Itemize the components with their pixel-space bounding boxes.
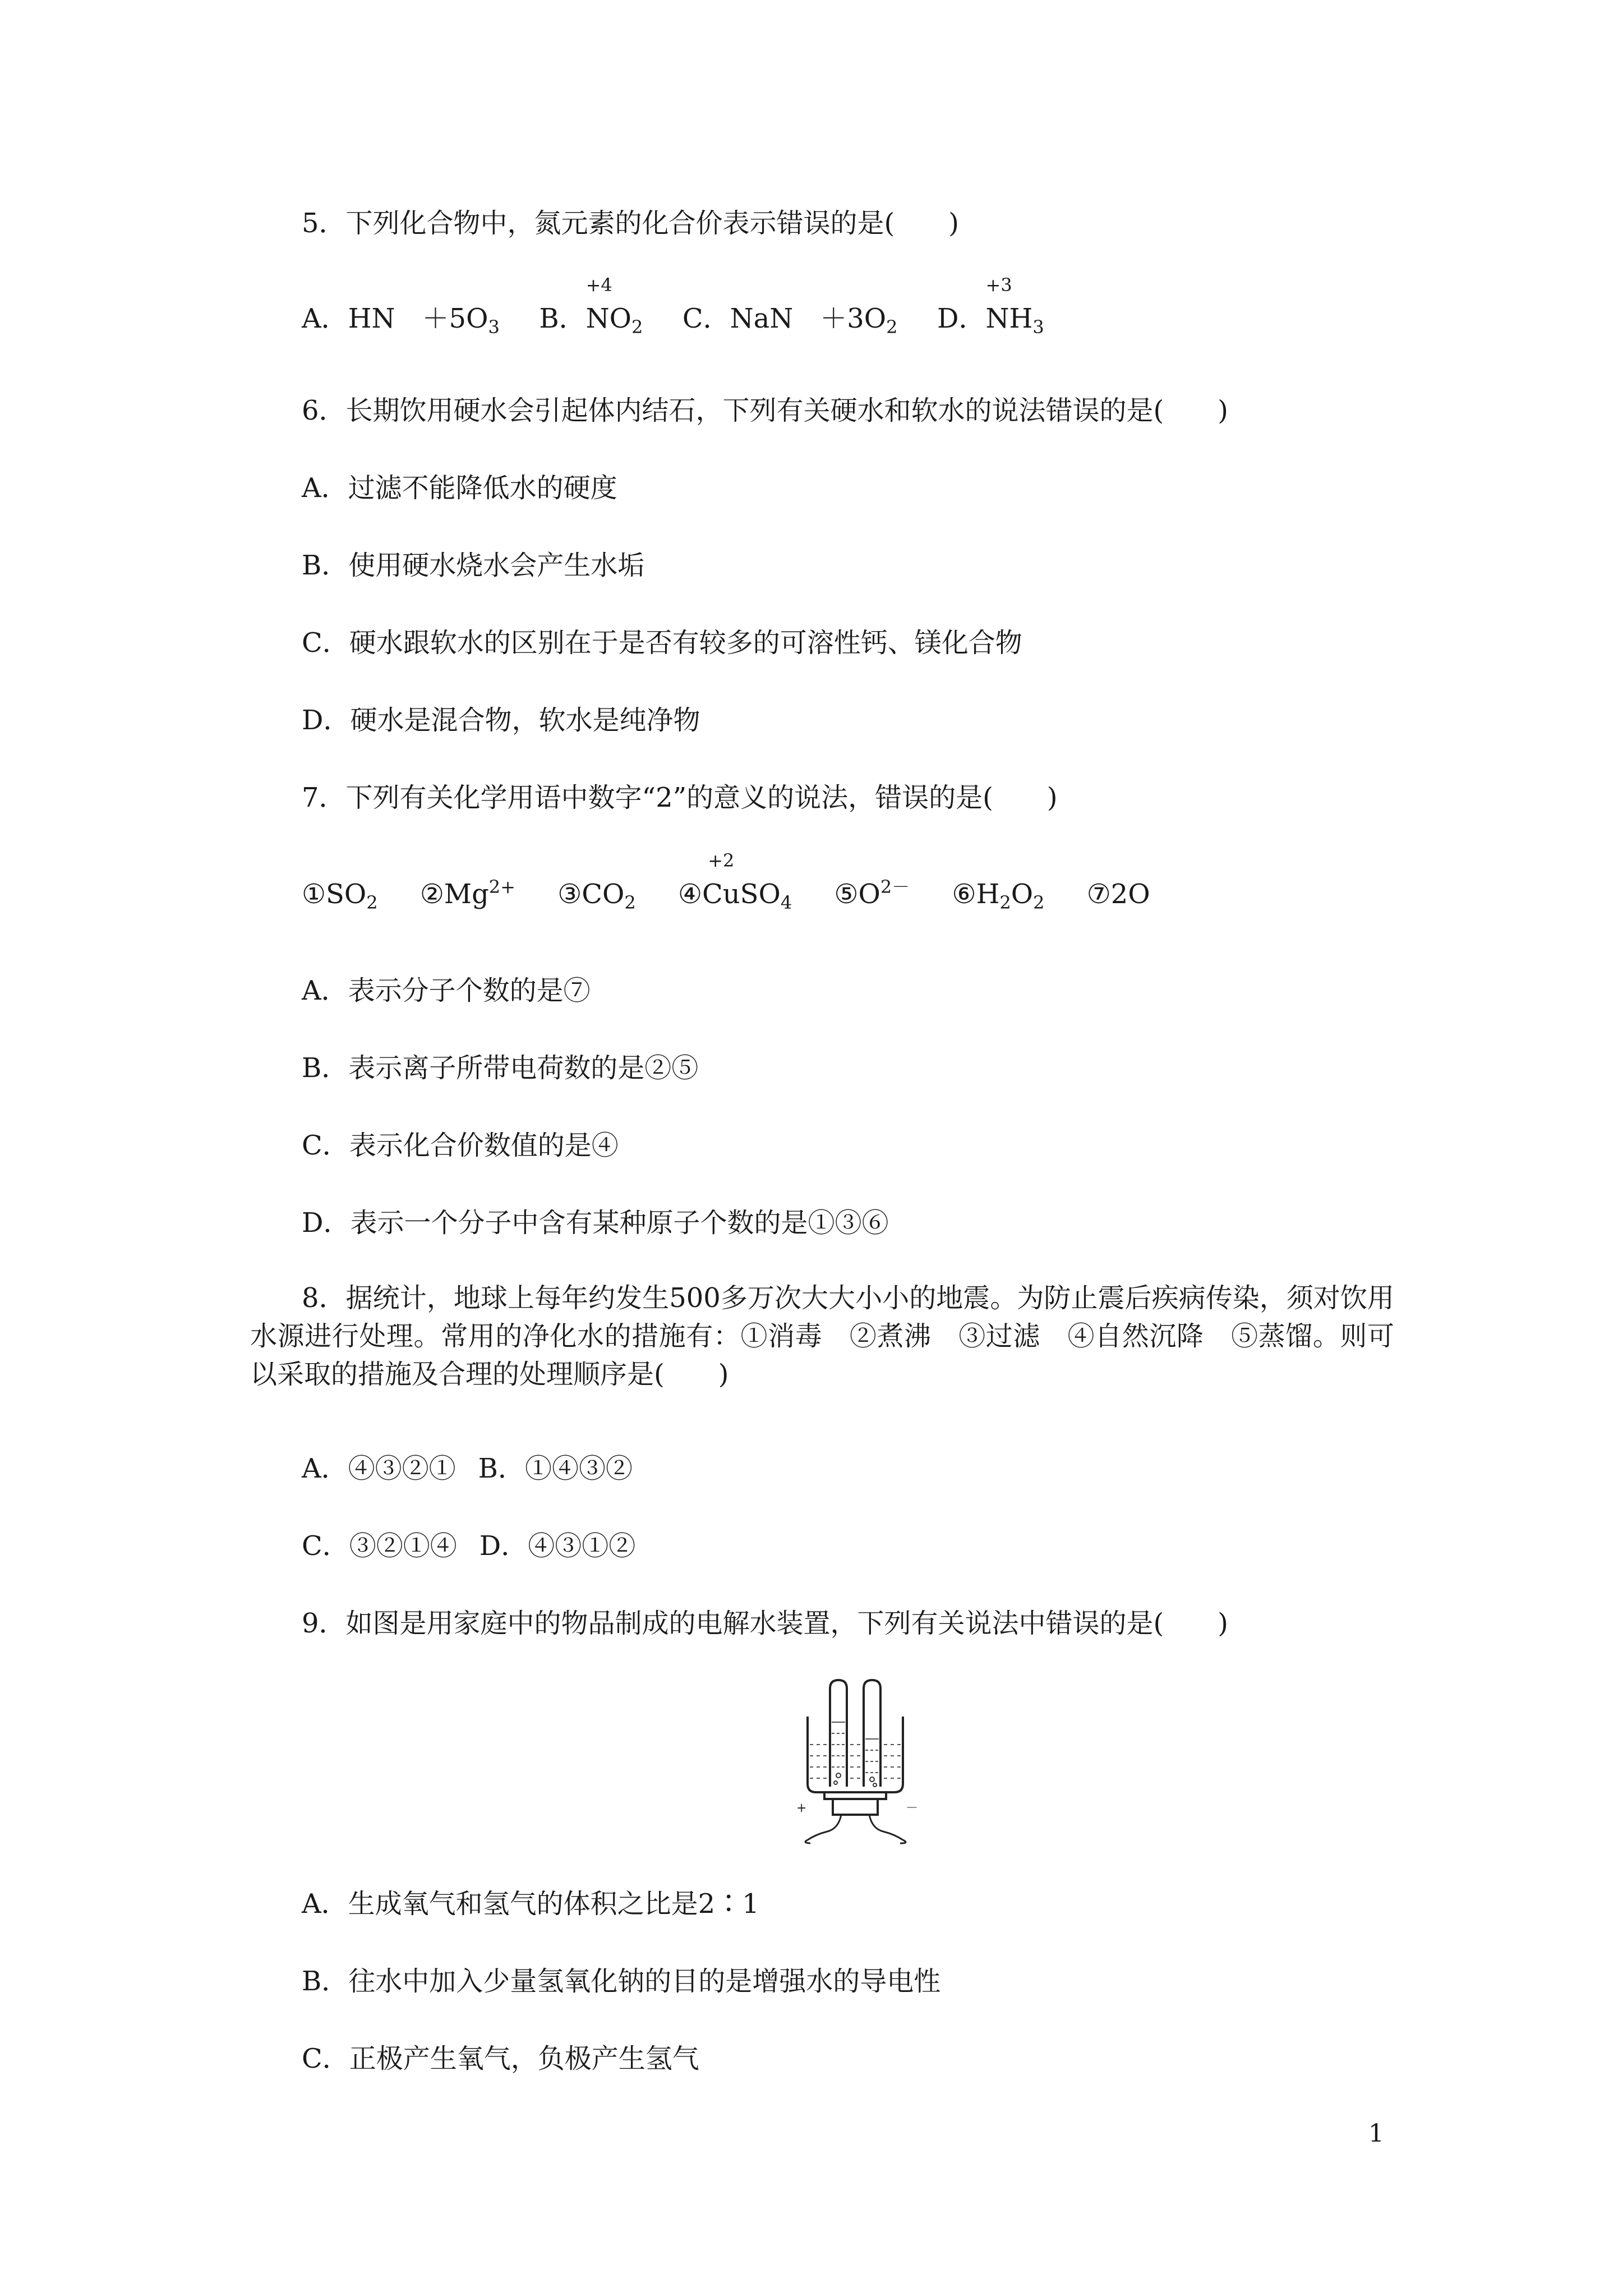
q7-item-5: $⑤O^{2-}$ — [834, 876, 910, 910]
q6-option-c: C．硬水跟软水的区别在于是否有较多的可溶性钙、镁化合物 — [302, 627, 1022, 659]
q8-option-a: A．④③②① — [302, 1453, 456, 1484]
electrolysis-apparatus-figure — [785, 1677, 931, 1848]
q8-option-b: B．①④③② — [478, 1453, 633, 1484]
q7-item-4: ④ +2 CuSO$_4$ — [677, 850, 792, 913]
q7-option-a: A．表示分子个数的是⑦ — [302, 975, 591, 1006]
q5-option-b: B． +4 $NO_2$ — [539, 274, 643, 338]
q5-option-c: C．NaN $+3O_2$ — [682, 303, 898, 338]
q7-stem: 7．下列有关化学用语中数字“2”的意义的说法，错误的是( ) — [302, 782, 1058, 813]
q7-item-2: $②Mg^{2+}$ — [419, 876, 515, 910]
q8-option-d: D．④③①② — [479, 1530, 636, 1562]
q7-item-3: $③CO_2$ — [557, 878, 636, 913]
q9-stem: 9．如图是用家庭中的物品制成的电解水装置，下列有关说法中错误的是( ) — [302, 1608, 1228, 1639]
q7-option-d: D．表示一个分子中含有某种原子个数的是①③⑥ — [302, 1207, 889, 1239]
q7-item-7: ⑦2O — [1086, 878, 1150, 910]
valence-mark: +3 — [985, 274, 1012, 296]
q9-option-c: C．正极产生氧气，负极产生氢气 — [302, 2043, 699, 2074]
q7-option-c: C．表示化合价数值的是④ — [302, 1130, 619, 1161]
q5-option-d: D． +3 $NH_3$ — [937, 274, 1044, 338]
valence-mark: +4 — [585, 274, 612, 296]
q7-item-1: $①SO_2$ — [302, 878, 378, 913]
positive-terminal-label: + — [796, 1801, 807, 1815]
valence-mark: +2 — [708, 850, 735, 871]
q7-option-b: B．表示离子所带电荷数的是②⑤ — [302, 1052, 699, 1084]
q5-options — [302, 274, 1044, 338]
q7-item-6: $⑥H_2O_2$ — [952, 878, 1045, 913]
electrolysis-apparatus-diagram — [785, 1677, 931, 1846]
page-number: 1 — [1368, 2119, 1384, 2148]
q9-option-b: B．往水中加入少量氢氧化钠的目的是增强水的导电性 — [302, 1966, 941, 1997]
q6-stem: 6．长期饮用硬水会引起体内结石，下列有关硬水和软水的说法错误的是( ) — [302, 395, 1228, 426]
q8-stem: 8．据统计，地球上每年约发生500多万次大大小小的地震。为防止震后疾病传染，须对饮用水源进行处理。常用的净化水的措施有：①消毒 ②煮沸 ③过滤 ④自然沉降 ⑤蒸馏。则可以采取的措施及合理的处理顺序是( ) — [250, 1282, 1394, 1390]
q6-option-d: D．硬水是混合物，软水是纯净物 — [302, 705, 700, 736]
q7-items — [302, 850, 1150, 913]
q9-option-a: A．生成氧气和氢气的体积之比是2∶1 — [302, 1888, 759, 1920]
q6-option-b: B．使用硬水烧水会产生水垢 — [302, 550, 645, 581]
q5-option-a: A．HN $+5O_3$ — [302, 303, 500, 338]
negative-terminal-label: － — [906, 1801, 919, 1815]
q8-option-c: C．③②①④ — [302, 1530, 457, 1562]
q6-option-a: A．过滤不能降低水的硬度 — [302, 472, 617, 504]
q8-options-row-2 — [302, 1529, 635, 1563]
q5-stem: 5．下列化合物中，氮元素的化合价表示错误的是( ) — [302, 208, 959, 239]
q8-options-row-1 — [302, 1452, 633, 1485]
